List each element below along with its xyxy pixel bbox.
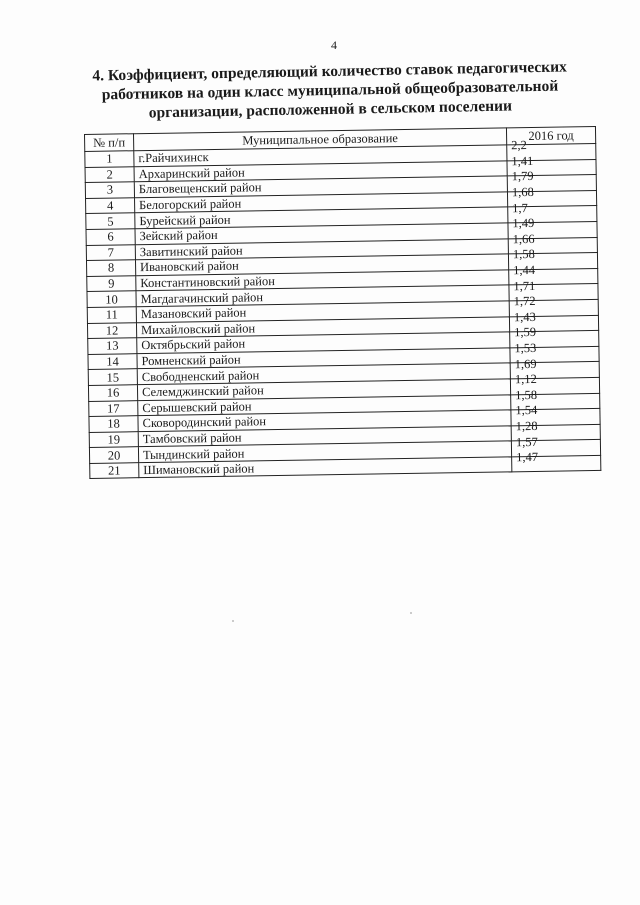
row-number-cell: 17 [89, 400, 138, 416]
row-number-cell: 7 [86, 244, 135, 260]
row-number-cell: 2 [85, 166, 134, 182]
municipality-name-cell: Магдагачинский район [136, 285, 509, 306]
municipality-name-cell: Ромненский район [137, 348, 510, 369]
row-number-cell: 11 [87, 307, 136, 323]
row-number-cell: 5 [86, 213, 135, 229]
row-number-cell: 8 [86, 260, 135, 276]
municipality-name-cell: Белогорский район [135, 192, 508, 213]
row-number-cell: 13 [88, 338, 137, 354]
coefficient-value-cell: 1,47 [512, 448, 601, 465]
coefficient-value-cell: 1,49 [508, 214, 597, 231]
page-number: 4 [331, 38, 337, 52]
coefficient-value-cell: 1,59 [510, 324, 599, 341]
row-number-cell: 4 [86, 197, 135, 213]
scan-speck [410, 612, 412, 614]
municipality-name-cell: Тамбовский район [138, 426, 511, 447]
municipality-name-cell: г.Райчихинск [134, 145, 507, 166]
municipality-name-cell: Зейский район [135, 223, 508, 244]
coefficient-value-cell: 1,28 [511, 417, 600, 434]
section-title [70, 57, 591, 124]
title-line-1: 4. Коэффициент, определяющий количество ставок педагогических [92, 58, 567, 85]
row-number-cell: 16 [88, 385, 137, 401]
coefficient-value-cell: 1,41 [507, 152, 596, 169]
header-num: № п/п [85, 134, 134, 152]
row-number-cell: 15 [88, 369, 137, 385]
municipality-name-cell: Тындинский район [138, 441, 511, 462]
row-number-cell: 6 [86, 229, 135, 245]
scan-speck [232, 620, 234, 622]
coefficient-table-container [84, 126, 601, 479]
municipality-name-cell: Мазановский район [136, 301, 509, 322]
coefficient-value-cell: 1,54 [511, 402, 600, 419]
coefficient-table [84, 126, 601, 479]
municipality-name-cell: Шимановский район [139, 457, 512, 478]
title-line-2: работников на один класс муниципальной общеобразовательной [101, 77, 559, 104]
coefficient-value-cell: 1,57 [511, 433, 600, 450]
title-line-3: организации, расположенной в сельском поселении [148, 97, 513, 122]
coefficient-value-cell: 1,66 [508, 230, 597, 247]
row-number-cell: 12 [87, 322, 136, 338]
header-year: 2016 год [506, 126, 595, 144]
header-municipality: Муниципальное образование [134, 128, 507, 151]
municipality-name-cell: Михайловский район [136, 316, 509, 337]
coefficient-value-cell: 1,72 [509, 292, 598, 309]
coefficient-value-cell: 1,58 [508, 246, 597, 263]
row-number-cell: 10 [87, 291, 136, 307]
coefficient-value-cell: 1,79 [507, 168, 596, 185]
row-number-cell: 18 [89, 416, 138, 432]
row-number-cell: 1 [85, 151, 134, 167]
municipality-name-cell: Константиновский район [136, 270, 509, 291]
coefficient-value-cell: 1,44 [509, 261, 598, 278]
municipality-name-cell: Свободненский район [137, 363, 510, 384]
coefficient-value-cell: 1,7 [508, 199, 597, 216]
municipality-name-cell: Благовещенский район [134, 176, 507, 197]
row-number-cell: 14 [88, 353, 137, 369]
municipality-name-cell: Завитинский район [135, 238, 508, 259]
municipality-name-cell: Серышевский район [138, 394, 511, 415]
coefficient-value-cell: 1,58 [511, 386, 600, 403]
municipality-name-cell: Бурейский район [135, 207, 508, 228]
coefficient-value-cell: 1,53 [510, 339, 599, 356]
coefficient-value-cell: 2,2 [507, 136, 596, 153]
coefficient-value-cell: 1,71 [509, 277, 598, 294]
coefficient-value-cell: 1,43 [509, 308, 598, 325]
municipality-name-cell: Селемджинский район [137, 379, 510, 400]
row-number-cell: 21 [90, 463, 139, 479]
municipality-name-cell: Сковородинский район [138, 410, 511, 431]
municipality-name-cell: Ивановский район [135, 254, 508, 275]
row-number-cell: 3 [85, 182, 134, 198]
row-number-cell: 19 [89, 431, 138, 447]
row-number-cell: 20 [89, 447, 138, 463]
coefficient-value-cell: 1,12 [510, 370, 599, 387]
row-number-cell: 9 [87, 275, 136, 291]
municipality-name-cell: Архаринский район [134, 160, 507, 181]
coefficient-value-cell: 1,69 [510, 355, 599, 372]
municipality-name-cell: Октябрьский район [137, 332, 510, 353]
coefficient-value-cell: 1,68 [507, 183, 596, 200]
